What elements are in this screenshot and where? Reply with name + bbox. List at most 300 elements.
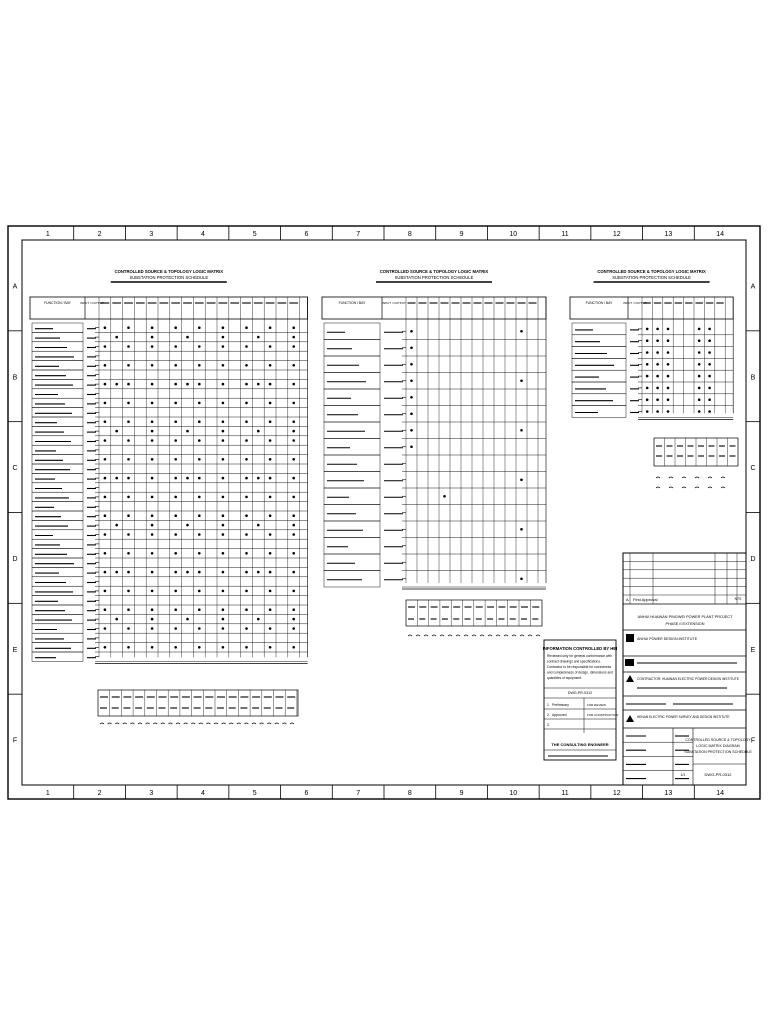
legend-wave <box>520 635 524 636</box>
matrix-mark <box>245 402 248 405</box>
matrix-mark <box>708 363 711 366</box>
matrix-mark <box>198 590 201 593</box>
function-cell <box>32 351 83 360</box>
zone-column-label: 12 <box>612 790 621 797</box>
zone-row-label: E <box>12 646 18 654</box>
function-cell <box>32 586 83 595</box>
function-cell <box>324 472 380 489</box>
function-cell <box>32 417 83 426</box>
title-block <box>623 553 752 785</box>
matrix-mark <box>520 379 523 382</box>
matrix-mark <box>667 328 670 331</box>
legend-wave <box>237 723 241 724</box>
zone-column-label: 10 <box>509 231 518 238</box>
table1-legend <box>98 690 298 724</box>
header-function: FUNCTION / BAY <box>585 301 613 305</box>
legend-wave <box>456 635 460 636</box>
matrix-mark <box>269 420 272 423</box>
matrix-mark <box>257 618 260 621</box>
matrix-mark <box>257 524 260 527</box>
matrix-mark <box>151 627 154 630</box>
matrix-mark <box>292 326 295 329</box>
matrix-mark <box>292 402 295 405</box>
matrix-mark <box>222 524 225 527</box>
legend-wave <box>184 723 188 724</box>
matrix-mark <box>127 326 130 329</box>
matrix-mark <box>104 402 107 405</box>
matrix-mark <box>646 387 649 390</box>
legend-wave <box>472 635 476 636</box>
matrix-mark <box>104 439 107 442</box>
matrix-mark <box>257 383 260 386</box>
matrix-mark <box>708 387 711 390</box>
function-cell <box>32 426 83 435</box>
legend-wave <box>528 635 532 636</box>
matrix-mark <box>151 514 154 517</box>
matrix-mark <box>292 364 295 367</box>
matrix-mark <box>104 571 107 574</box>
function-cell <box>32 408 83 417</box>
legend-wave <box>695 477 699 478</box>
function-cell <box>32 652 83 661</box>
header-function: FUNCTION / BAY <box>338 301 366 305</box>
schedule-title: CONTROLLED SOURCE & TOPOLOGY LOGIC MATRIX <box>597 269 706 274</box>
legend-wave <box>669 477 673 478</box>
matrix-mark <box>269 383 272 386</box>
matrix-mark <box>257 430 260 433</box>
designer-name: HENAN ELECTRIC POWER SURVEY AND DESIGN INSTITUTE <box>637 715 730 719</box>
matrix-mark <box>151 646 154 649</box>
function-cell <box>32 473 83 482</box>
matrix-mark <box>292 552 295 555</box>
matrix-mark <box>292 430 295 433</box>
matrix-mark <box>174 646 177 649</box>
matrix-mark <box>708 351 711 354</box>
matrix-mark <box>198 326 201 329</box>
function-cell <box>32 567 83 576</box>
revision-text: First Approval <box>633 597 658 602</box>
matrix-mark <box>708 339 711 342</box>
matrix-mark <box>174 571 177 574</box>
matrix-mark <box>292 618 295 621</box>
matrix-mark <box>708 328 711 331</box>
legend-wave <box>153 723 157 724</box>
matrix-mark <box>127 458 130 461</box>
notes-line: Reviewed only for general conformance with <box>547 654 612 658</box>
matrix-mark <box>698 363 701 366</box>
matrix-mark <box>269 326 272 329</box>
function-cell <box>324 554 380 571</box>
function-cell <box>32 502 83 511</box>
matrix-mark <box>245 458 248 461</box>
zone-column-label: 4 <box>201 790 205 797</box>
matrix-mark <box>292 524 295 527</box>
matrix-mark <box>222 627 225 630</box>
matrix-mark <box>151 402 154 405</box>
legend-wave <box>108 723 112 724</box>
matrix-mark <box>222 646 225 649</box>
notes-row-no: 3 <box>547 723 549 727</box>
matrix-mark <box>174 590 177 593</box>
matrix-mark <box>174 552 177 555</box>
matrix-mark <box>127 402 130 405</box>
zone-column-label: 11 <box>561 790 569 797</box>
matrix-mark <box>104 345 107 348</box>
zone-row-label: F <box>12 737 18 745</box>
matrix-mark <box>174 496 177 499</box>
matrix-mark <box>151 326 154 329</box>
function-cell <box>324 521 380 538</box>
zone-column-label: 8 <box>407 790 412 797</box>
matrix-mark <box>410 429 413 432</box>
function-cell <box>572 394 626 406</box>
legend-wave <box>100 723 104 724</box>
matrix-mark <box>222 477 225 480</box>
schedule-table-2 <box>322 269 546 589</box>
matrix-mark <box>222 514 225 517</box>
function-cell <box>572 370 626 382</box>
zone-row-label: E <box>750 646 756 654</box>
legend-wave <box>168 723 172 724</box>
function-cell <box>32 483 83 492</box>
contractor-logo <box>626 675 634 682</box>
matrix-mark <box>104 646 107 649</box>
matrix-mark <box>186 618 189 621</box>
notes-line: and completeness of design, dimensions and <box>547 670 613 675</box>
matrix-mark <box>151 590 154 593</box>
function-cell <box>32 577 83 586</box>
legend-wave <box>496 635 500 636</box>
legend-strip <box>98 690 298 716</box>
legend-wave <box>488 635 492 636</box>
schedule-subtitle: SUBSTATION PROTECTION SCHEDULE <box>394 275 474 280</box>
matrix-mark <box>292 477 295 480</box>
legend-wave <box>721 477 725 478</box>
matrix-mark <box>198 364 201 367</box>
function-cell <box>324 323 380 340</box>
matrix-mark <box>127 514 130 517</box>
matrix-mark <box>410 379 413 382</box>
function-cell <box>572 323 626 335</box>
zone-row-label: D <box>12 555 18 563</box>
matrix-mark <box>520 429 523 432</box>
header-io: INPUT / OUTPUT <box>382 301 406 305</box>
matrix-mark <box>245 646 248 649</box>
zone-column-label: 11 <box>561 231 569 238</box>
function-cell <box>32 520 83 529</box>
matrix-mark <box>174 439 177 442</box>
matrix-mark <box>186 571 189 574</box>
legend-wave <box>656 477 660 478</box>
legend-wave <box>244 723 248 724</box>
legend-wave <box>708 477 712 478</box>
legend-wave <box>708 487 712 488</box>
institute-logo <box>625 659 634 666</box>
matrix-mark <box>292 590 295 593</box>
legend-wave <box>130 723 134 724</box>
zone-column-label: 9 <box>459 231 464 238</box>
header-row <box>30 297 308 319</box>
matrix-mark <box>127 439 130 442</box>
header-function: FUNCTION / BAY <box>44 301 71 305</box>
schedule-subtitle: SUBSTATION PROTECTION SCHEDULE <box>129 275 209 280</box>
legend-wave <box>682 487 686 488</box>
matrix-mark <box>198 571 201 574</box>
matrix-mark <box>667 339 670 342</box>
matrix-mark <box>174 458 177 461</box>
matrix-mark <box>127 533 130 536</box>
matrix-mark <box>115 571 118 574</box>
legend-wave <box>536 635 540 636</box>
function-cell <box>324 373 380 390</box>
matrix-mark <box>174 364 177 367</box>
matrix-mark <box>198 345 201 348</box>
legend-wave <box>682 477 686 478</box>
matrix-mark <box>174 345 177 348</box>
matrix-mark <box>151 533 154 536</box>
consultant-name: ANHUI POWER DESIGN INSTITUTE <box>637 637 698 641</box>
notes-row-status: Approved <box>552 713 567 717</box>
notes-title: INFORMATION CONTROLLED BY HEI <box>542 646 618 651</box>
legend-wave <box>432 635 436 636</box>
function-cell <box>32 539 83 548</box>
matrix-mark <box>245 552 248 555</box>
matrix-mark <box>104 364 107 367</box>
function-cell <box>572 347 626 359</box>
function-cell <box>324 488 380 505</box>
matrix-mark <box>245 514 248 517</box>
matrix-mark <box>104 477 107 480</box>
legend-wave <box>721 487 725 488</box>
matrix-mark <box>222 458 225 461</box>
drawing-number: DWG-PR-0312 <box>704 772 732 777</box>
matrix-mark <box>245 383 248 386</box>
function-cell <box>32 614 83 623</box>
matrix-mark <box>198 420 201 423</box>
zone-row-label: B <box>12 374 18 382</box>
function-cell <box>572 358 626 370</box>
zone-column-label: 2 <box>97 790 102 797</box>
matrix-mark <box>656 375 659 378</box>
matrix-mark <box>198 477 201 480</box>
schedule-table-3 <box>570 269 733 419</box>
matrix-mark <box>186 477 189 480</box>
matrix-mark <box>292 345 295 348</box>
function-cell <box>324 538 380 555</box>
function-cell <box>324 571 380 588</box>
outer-border <box>8 226 760 799</box>
function-cell <box>32 596 83 605</box>
zone-column-label: 7 <box>356 790 361 797</box>
matrix-mark <box>198 627 201 630</box>
header-io: INPUT / OUTPUT <box>80 301 104 305</box>
matrix-mark <box>656 410 659 413</box>
matrix-mark <box>115 336 118 339</box>
zone-column-label: 5 <box>252 790 257 797</box>
zone-column-label: 2 <box>97 231 102 238</box>
matrix-mark <box>186 336 189 339</box>
function-cell <box>324 439 380 456</box>
matrix-mark <box>698 387 701 390</box>
matrix-mark <box>104 420 107 423</box>
legend-wave <box>448 635 452 636</box>
zone-column-label: 1 <box>45 790 50 797</box>
zone-column-label: 3 <box>149 231 154 238</box>
matrix-mark <box>245 590 248 593</box>
matrix-mark <box>646 328 649 331</box>
notes-row-purpose: FOR REVIEW <box>587 703 607 707</box>
matrix-mark <box>646 375 649 378</box>
matrix-mark <box>292 458 295 461</box>
matrix-mark <box>115 524 118 527</box>
matrix-mark <box>222 336 225 339</box>
legend-wave <box>669 487 673 488</box>
matrix-mark <box>292 420 295 423</box>
legend-wave <box>123 723 127 724</box>
function-cell <box>32 464 83 473</box>
matrix-mark <box>104 514 107 517</box>
matrix-mark <box>656 328 659 331</box>
drawing-frame <box>8 226 760 799</box>
matrix-mark <box>245 345 248 348</box>
matrix-mark <box>667 410 670 413</box>
matrix-mark <box>667 398 670 401</box>
matrix-mark <box>186 383 189 386</box>
matrix-mark <box>698 398 701 401</box>
legend-wave <box>416 635 420 636</box>
matrix-mark <box>222 326 225 329</box>
header-io: INPUT / OUTPUT <box>623 301 647 305</box>
table3-legend <box>654 438 738 488</box>
matrix-mark <box>198 496 201 499</box>
schedule-subtitle: SUBSTATION PROTECTION SCHEDULE <box>612 275 691 280</box>
matrix-mark <box>667 351 670 354</box>
sheet-number: 1/1 <box>680 773 686 777</box>
matrix-mark <box>198 383 201 386</box>
matrix-mark <box>410 396 413 399</box>
function-cell <box>32 455 83 464</box>
matrix-mark <box>269 533 272 536</box>
zone-row-label: F <box>750 737 756 745</box>
legend-wave <box>512 635 516 636</box>
matrix-mark <box>520 478 523 481</box>
matrix-mark <box>698 410 701 413</box>
matrix-mark <box>245 326 248 329</box>
zone-column-label: 10 <box>509 790 518 797</box>
matrix-mark <box>222 533 225 536</box>
matrix-mark <box>115 383 118 386</box>
matrix-mark <box>198 439 201 442</box>
zone-column-label: 4 <box>201 231 205 238</box>
matrix-mark <box>646 410 649 413</box>
matrix-mark <box>269 496 272 499</box>
function-cell <box>32 323 83 332</box>
matrix-mark <box>656 398 659 401</box>
project-name: ANHUI HUAINAN PINGWEI POWER PLANT PROJECT <box>637 615 733 619</box>
legend-wave <box>656 487 660 488</box>
legend-wave <box>146 723 150 724</box>
zone-column-label: 1 <box>45 231 50 238</box>
matrix-mark <box>292 439 295 442</box>
function-cell <box>32 643 83 652</box>
matrix-mark <box>127 477 130 480</box>
revision-label: A <box>626 597 629 602</box>
legend-wave <box>275 723 279 724</box>
matrix-mark <box>151 420 154 423</box>
matrix-mark <box>292 496 295 499</box>
matrix-mark <box>151 524 154 527</box>
matrix-mark <box>174 608 177 611</box>
legend-wave <box>229 723 233 724</box>
matrix-mark <box>245 533 248 536</box>
zone-column-label: 8 <box>407 231 412 238</box>
zone-column-label: 13 <box>664 231 673 238</box>
notes-footer: THE CONSULTING ENGINEER <box>551 742 609 747</box>
matrix-mark <box>269 646 272 649</box>
matrix-mark <box>269 345 272 348</box>
matrix-mark <box>443 495 446 498</box>
matrix-mark <box>269 458 272 461</box>
function-cell <box>32 633 83 642</box>
legend-wave <box>440 635 444 636</box>
matrix-mark <box>269 439 272 442</box>
function-cell <box>32 530 83 539</box>
notes-row-status: Preliminary <box>552 703 569 707</box>
legend-wave <box>176 723 180 724</box>
legend-strip <box>406 600 542 626</box>
zone-column-label: 3 <box>149 790 154 797</box>
zone-column-label: 9 <box>459 790 464 797</box>
function-cell <box>32 558 83 567</box>
matrix-mark <box>667 363 670 366</box>
matrix-mark <box>292 336 295 339</box>
matrix-mark <box>151 496 154 499</box>
legend-wave <box>464 635 468 636</box>
zone-row-label: C <box>750 465 756 473</box>
matrix-mark <box>292 571 295 574</box>
matrix-mark <box>292 608 295 611</box>
matrix-mark <box>292 646 295 649</box>
matrix-mark <box>151 336 154 339</box>
matrix-mark <box>708 375 711 378</box>
matrix-mark <box>198 608 201 611</box>
matrix-mark <box>222 345 225 348</box>
function-cell <box>324 389 380 406</box>
zone-column-label: 6 <box>304 231 309 238</box>
matrix-mark <box>151 477 154 480</box>
legend-wave <box>282 723 286 724</box>
matrix-mark <box>127 627 130 630</box>
matrix-mark <box>151 458 154 461</box>
function-cell <box>32 605 83 614</box>
matrix-mark <box>708 410 711 413</box>
legend-wave <box>260 723 264 724</box>
drawing-title: LOGIC MATRIX DIAGRAM <box>696 744 740 748</box>
matrix-mark <box>520 330 523 333</box>
matrix-mark <box>222 364 225 367</box>
matrix-mark <box>269 364 272 367</box>
matrix-mark <box>174 326 177 329</box>
matrix-mark <box>520 577 523 580</box>
project-phase: PHASE II EXTENSION <box>665 622 705 626</box>
matrix-mark <box>222 608 225 611</box>
matrix-mark <box>104 552 107 555</box>
matrix-mark <box>292 627 295 630</box>
matrix-mark <box>186 524 189 527</box>
legend-wave <box>408 635 412 636</box>
legend-wave <box>206 723 210 724</box>
schedule-title: CONTROLLED SOURCE & TOPOLOGY LOGIC MATRIX <box>379 269 489 274</box>
